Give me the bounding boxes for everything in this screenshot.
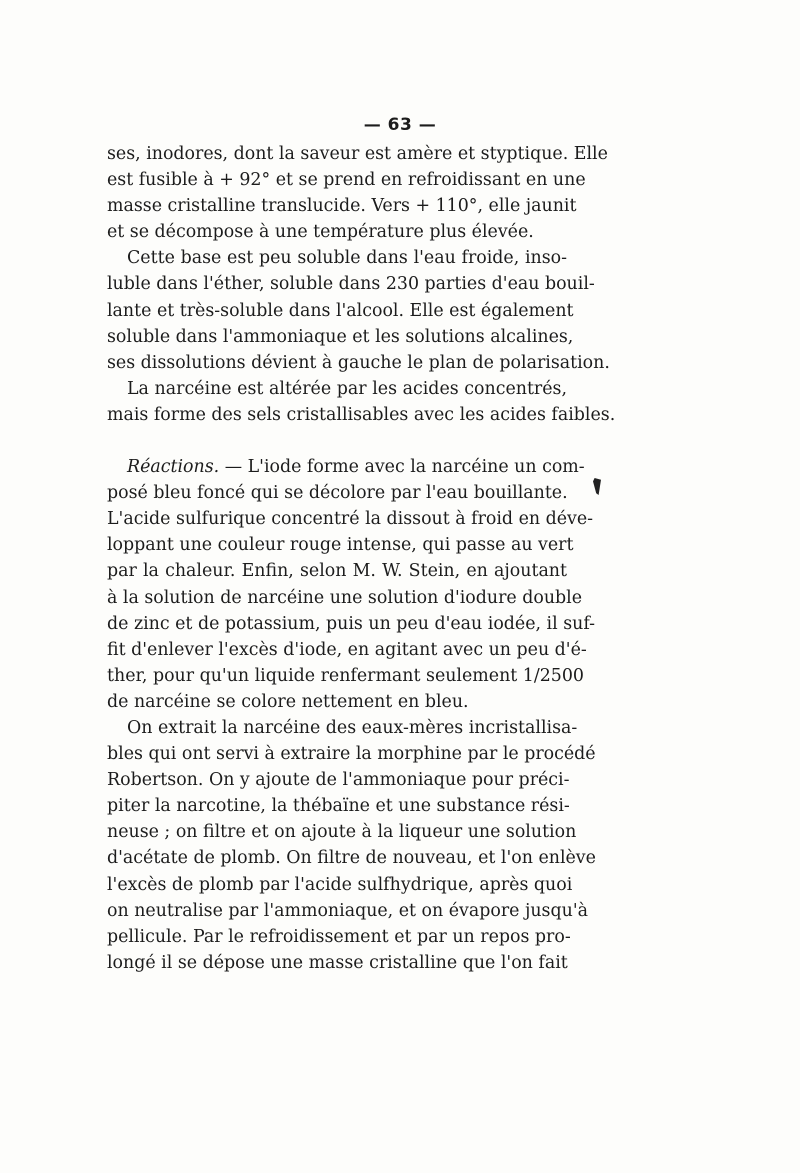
text-line: On extrait la narcéine des eaux-mères incristallisa- [127, 717, 578, 738]
paragraph-5 [107, 715, 596, 976]
text-line: masse cristalline translucide. Vers + 110°, elle jaunit [107, 196, 577, 217]
text-line: luble dans l'éther, soluble dans 230 parties d'eau bouil- [107, 274, 595, 295]
text-line: bles qui ont servi à extraire la morphine par le procédé [107, 744, 596, 765]
paragraph-gap [107, 428, 567, 454]
text-line: ther, pour qu'un liquide renfermant seulement 1/2500 [107, 665, 584, 686]
text-line: Robertson. On y ajoute de l'ammoniaque pour préci- [107, 770, 570, 791]
text-line: on neutralise par l'ammoniaque, et on évapore jusqu'à [107, 900, 588, 921]
text-line: neuse ; on filtre et on ajoute à la liqueur une solution [107, 822, 577, 843]
text-line: loppant une couleur rouge intense, qui passe au vert [107, 535, 574, 556]
text-line: longé il se dépose une masse cristalline que l'on fait [107, 952, 568, 973]
text-line: mais forme des sels cristallisables avec les acides faibles. [107, 404, 616, 425]
text-line: lante et très-soluble dans l'alcool. Elle est également [107, 300, 574, 321]
text-line: à la solution de narcéine une solution d'iodure double [107, 587, 583, 608]
text-line: de zinc et de potassium, puis un peu d'eau iodée, il suf- [107, 613, 596, 634]
section-heading: Réactions. [127, 457, 220, 478]
text-line: l'excès de plomb par l'acide sulfhydrique, après quoi [107, 874, 573, 895]
paragraph-4-reactions [107, 454, 596, 715]
body-text [107, 141, 616, 976]
text-line: et se décompose à une température plus élevée. [107, 222, 534, 243]
text-line: soluble dans l'ammoniaque et les solutions alcalines, [107, 326, 574, 347]
text-line [107, 454, 585, 480]
text-line: La narcéine est altérée par les acides concentrés, [127, 378, 567, 399]
text-line: Cette base est peu soluble dans l'eau froide, inso- [127, 248, 567, 269]
paragraph-3 [107, 376, 616, 428]
text-line: ses dissolutions dévient à gauche le plan de polarisation. [107, 352, 610, 373]
text-line: est fusible à + 92° et se prend en refroidissant en une [107, 170, 586, 191]
paragraph-1 [107, 141, 608, 245]
text-line: pellicule. Par le refroidissement et par un repos pro- [107, 926, 571, 947]
paragraph-2 [107, 245, 610, 375]
text-line: ses, inodores, dont la saveur est amère et styptique. Elle [107, 144, 608, 164]
ink-blot-mark [593, 478, 601, 495]
page-number: — 63 — [363, 115, 437, 135]
text-line: par la chaleur. Enfin, selon M. W. Stein, en ajoutant [107, 561, 567, 582]
text-line: L'acide sulfurique concentré la dissout à froid en déve- [107, 509, 594, 530]
text-line-rest: — L'iode forme avec la narcéine un com- [219, 457, 585, 478]
text-line: posé bleu foncé qui se décolore par l'eau bouillante. [107, 483, 568, 504]
text-line: piter la narcotine, la thébaïne et une substance rési- [107, 796, 570, 817]
text-line: de narcéine se colore nettement en bleu. [107, 691, 469, 712]
text-line: fit d'enlever l'excès d'iode, en agitant avec un peu d'é- [107, 639, 587, 660]
text-line: d'acétate de plomb. On filtre de nouveau, et l'on enlève [107, 848, 596, 869]
